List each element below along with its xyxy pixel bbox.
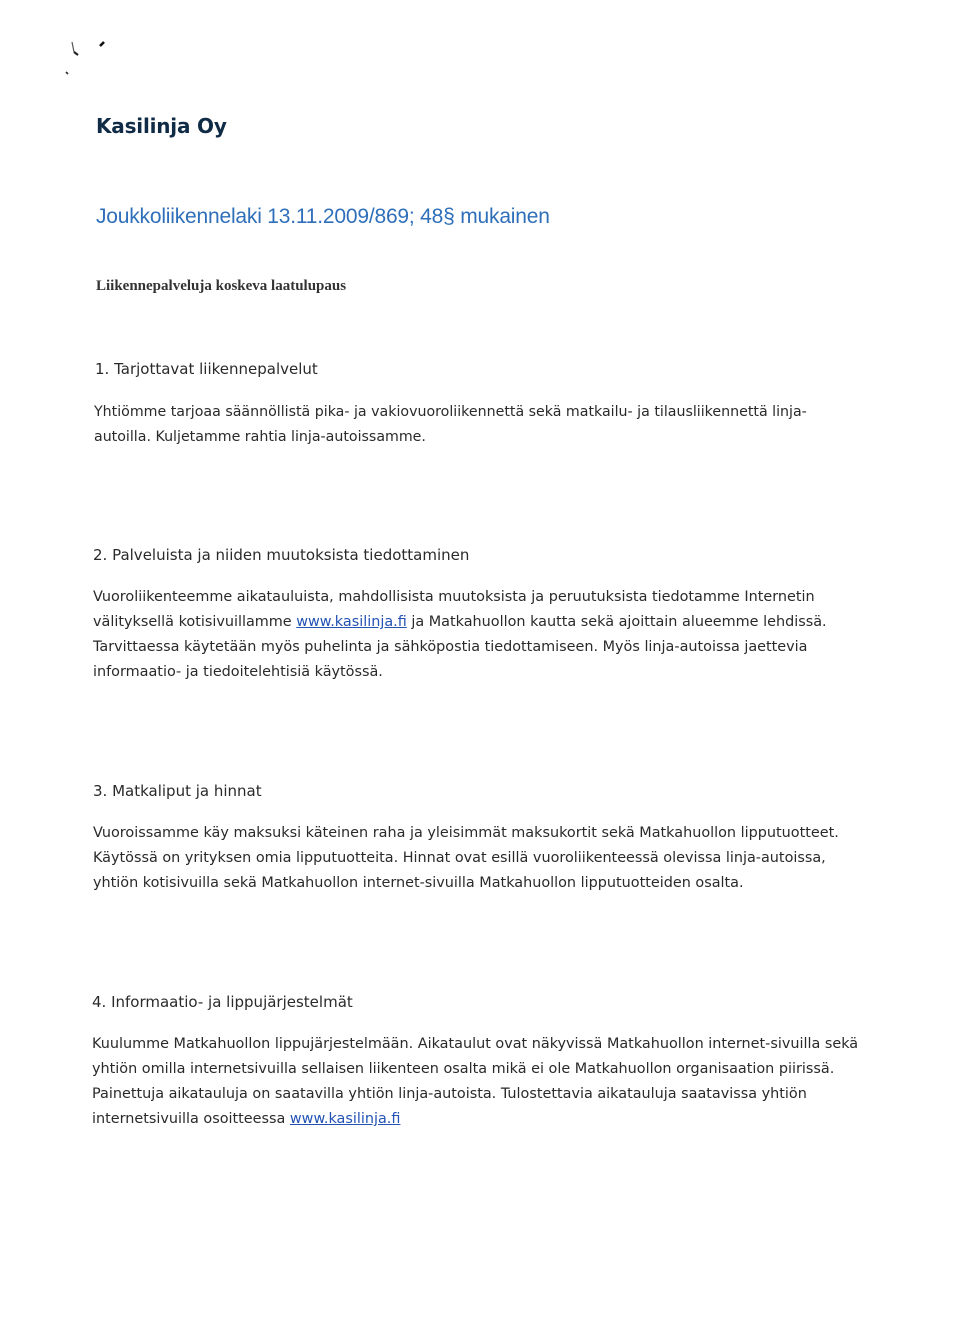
text-line: yhtiön omilla internetsivuilla sellaisen liikenteen osalta mikä ei ole Matkahuollon organisaation piirissä. [92,1061,835,1077]
text-line [92,1107,882,1132]
section-text-tickets [93,821,883,896]
section-text-services [94,400,884,450]
text-line: Vuoroliikenteemme aikatauluista, mahdollisista muutoksista ja peruutuksista tiedotamme Internetin [93,589,815,605]
text-line: Vuoroissamme käy maksuksi käteinen raha ja yleisimmät maksukortit sekä Matkahuollon lipputuotteet. [93,825,839,841]
law-reference: Joukkoliikennelaki 13.11.2009/869; 48§ mukainen [96,205,550,228]
text-line: yhtiön kotisivuilla sekä Matkahuollon internet-sivuilla Matkahuollon lipputuotteiden osalta. [93,875,744,891]
scan-artifact-marks [58,38,118,88]
website-link[interactable]: www.kasilinja.fi [289,1111,401,1127]
text-segment: ja Matkahuollon kautta sekä ajoittain alueemme lehdissä. [406,614,827,630]
text-line: Painettuja aikatauluja on saatavilla yhtiön linja-autoista. Tulostettavia aikatauluja saatavissa yhtiön [92,1086,807,1102]
text-line: informaatio- ja tiedoitelehtisiä käytössä. [93,664,383,680]
section-text-systems [92,1032,882,1132]
section-heading-systems: 4. Informaatio- ja lippujärjestelmät [92,993,353,1011]
text-line: Yhtiömme tarjoaa säännöllistä pika- ja vakiovuoroliikennettä sekä matkailu- ja tilausliikennettä linja- [94,404,807,420]
text-line: autoilla. Kuljetamme rahtia linja-autoissamme. [94,429,426,445]
permit-title: Liikennepalveluja koskeva laatulupaus [96,278,347,294]
company-name: Kasilinja Oy [96,114,227,138]
text-segment: välityksellä kotisivuillamme [93,614,292,630]
text-line: Käytössä on yrityksen omia lipputuotteita. Hinnat ovat esillä vuoroliikenteessä olevissa linja-autoissa, [93,850,826,866]
section-text-information [93,585,883,685]
text-line: Tarvittaessa käytetään myös puhelinta ja sähköpostia tiedottamiseen. Myös linja-autoissa jaettevia [93,639,808,655]
text-segment: internetsivuilla osoitteessa [92,1111,286,1127]
section-heading-information: 2. Palveluista ja niiden muutoksista tiedottaminen [93,546,470,564]
website-link[interactable]: www.kasilinja.fi [296,614,407,630]
section-heading-services: 1. Tarjottavat liikennepalvelut [95,360,318,378]
section-heading-tickets: 3. Matkaliput ja hinnat [93,782,262,800]
text-line [93,610,883,635]
text-line: Kuulumme Matkahuollon lippujärjestelmään. Aikataulut ovat näkyvissä Matkahuollon internet-sivuilla sekä [92,1036,859,1052]
